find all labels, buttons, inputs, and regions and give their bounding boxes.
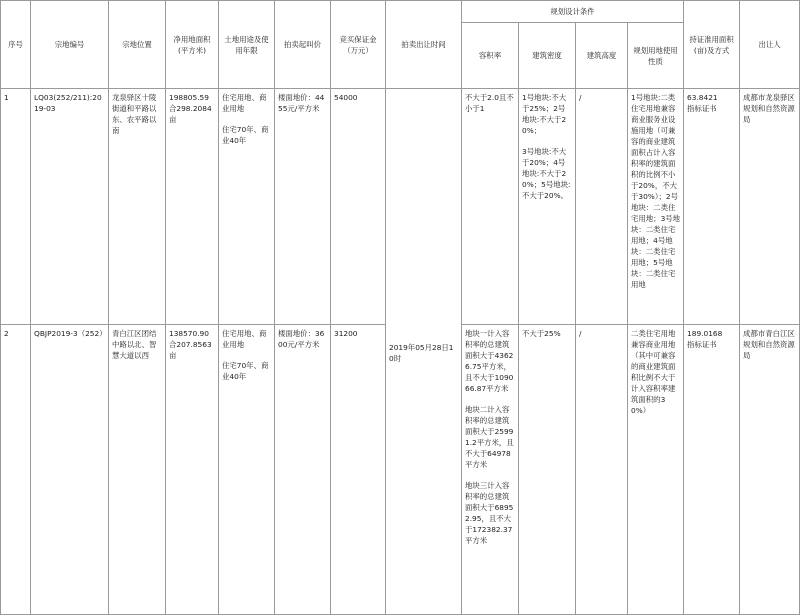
auction-time: 2019年05月28日10时	[386, 89, 462, 615]
row2-planned-use: 二类住宅用地兼容商业用地（其中可兼容的商业建筑面积比例不大于计入容积率建筑面积的30%）	[628, 325, 684, 615]
row1-density-1: 1号地块:不大于25%；2号地块:不大于20%；	[522, 93, 567, 135]
header-land-use: 土地用途及使用年限	[219, 1, 275, 89]
header-density: 建筑密度	[519, 23, 576, 89]
header-seq: 序号	[1, 1, 31, 89]
table-row	[1, 89, 800, 325]
row2-seq: 2	[1, 325, 31, 615]
header-deposit: 竞买保证金（万元）	[331, 1, 386, 89]
header-auction-time: 拍卖出让时间	[386, 1, 462, 89]
row2-land-use-cell	[219, 325, 275, 615]
row2-location: 青白江区团结中路以北、智慧大道以西	[109, 325, 166, 615]
header-height: 建筑高度	[576, 23, 628, 89]
row2-net-area: 138570.90	[169, 329, 209, 338]
row1-start-price: 楼面地价：4455元/平方米	[275, 89, 331, 325]
row1-net-area-mu: 合298.2084亩	[169, 104, 212, 124]
row2-net-area-cell	[166, 325, 219, 615]
row1-parcel-no: LQ03(252/211):2019-03	[31, 89, 109, 325]
row2-quota-method: 指标证书	[687, 340, 717, 349]
row2-deposit: 31200	[331, 325, 386, 615]
header-planned-use: 规划用地使用性质	[628, 23, 684, 89]
row2-land-use-years: 住宅70年、商业40年	[222, 361, 269, 381]
row2-start-price: 楼面地价：3600元/平方米	[275, 325, 331, 615]
row1-seq: 1	[1, 89, 31, 325]
row2-far-1: 地块一计入容积率的总建筑面积大于43626.75平方米，且不大于109066.87平方米	[465, 329, 514, 393]
row2-quota-cell	[684, 325, 740, 615]
row1-planned-use: 1号地块:二类住宅用地兼容商业服务业设施用地（可兼容的商业建筑面积占计入容积率的建筑面积的比例不小于20%，不大于30%）；2号地块：二类住宅用地；3号地块：二类住宅用地；4号地块：二类住宅用地；5号地块：二类住宅用地	[628, 89, 684, 325]
row1-location: 龙泉驿区十陵街道和平路以东、农平路以南	[109, 89, 166, 325]
header-start-price: 拍卖起叫价	[275, 1, 331, 89]
header-planning-group: 规划设计条件	[462, 1, 684, 23]
row1-quota-value: 63.8421	[687, 93, 718, 102]
row1-density-2: 3号地块:不大于20%；4号地块:不大于20%；5号地块:不大于20%。	[522, 147, 571, 200]
row2-parcel-no: QBJP2019-3（252）	[31, 325, 109, 615]
row1-far: 不大于2.0且不小于1	[462, 89, 519, 325]
row1-land-use-cell	[219, 89, 275, 325]
header-seller: 出让人	[740, 1, 800, 89]
row2-far-2: 地块二计入容积率的总建筑面积大于25991.2平方米，且不大于64978平方米	[465, 405, 514, 469]
header-net-area: 净用地面积(平方米)	[166, 1, 219, 89]
row1-net-area-cell	[166, 89, 219, 325]
row2-land-use: 住宅用地、商业用地	[222, 329, 267, 349]
row2-far-3: 地块三计入容积率的总建筑面积大于68952.95，且不大于172382.37平方米	[465, 481, 514, 545]
row2-far-cell	[462, 325, 519, 615]
row1-deposit: 54000	[331, 89, 386, 325]
row2-quota-value: 189.0168	[687, 329, 723, 338]
row1-net-area: 198805.59	[169, 93, 209, 102]
row1-land-use: 住宅用地、商业用地	[222, 93, 267, 113]
row1-quota-cell	[684, 89, 740, 325]
row2-density: 不大于25%	[519, 325, 576, 615]
row2-seller: 成都市青白江区规划和自然资源局	[740, 325, 800, 615]
header-location: 宗地位置	[109, 1, 166, 89]
row2-height: /	[576, 325, 628, 615]
row1-land-use-years: 住宅70年、商业40年	[222, 125, 269, 145]
header-far: 容积率	[462, 23, 519, 89]
header-quota: 持证准用面积(亩)及方式	[684, 1, 740, 89]
row1-seller: 成都市龙泉驿区规划和自然资源局	[740, 89, 800, 325]
row2-net-area-mu: 合207.8563亩	[169, 340, 212, 360]
row1-height: /	[576, 89, 628, 325]
header-parcel-no: 宗地编号	[31, 1, 109, 89]
row1-density-cell	[519, 89, 576, 325]
row1-quota-method: 指标证书	[687, 104, 717, 113]
